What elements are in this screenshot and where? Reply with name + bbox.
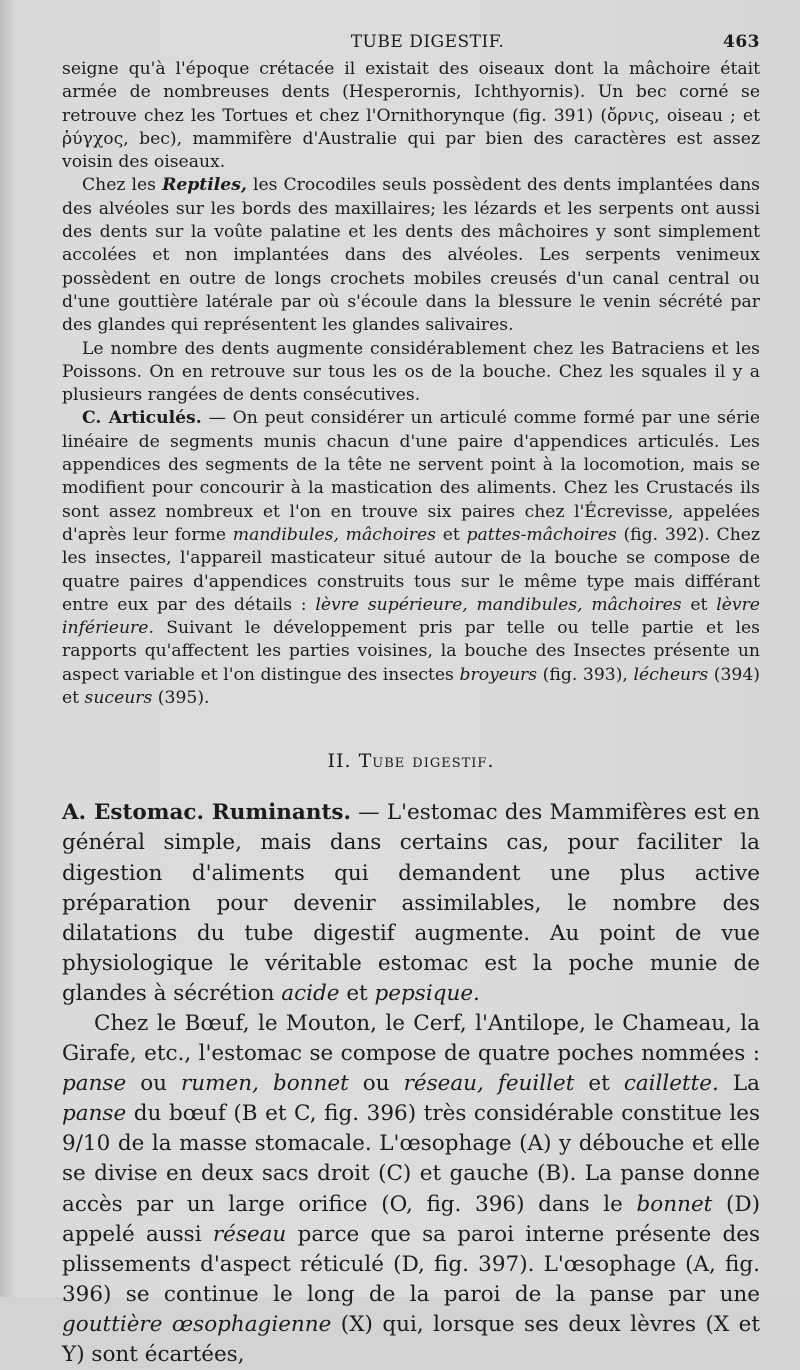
text-run: pattes-mâchoires (466, 524, 617, 545)
text-run: et (574, 1071, 624, 1097)
section-heading: II. Tube digestif. (327, 750, 495, 773)
text-run: (X) qui, lorsque ses deux lèvres (X et Y) sont écartées, (62, 1311, 760, 1367)
text-run: (fig. 393), (537, 664, 634, 685)
text-run: les Crocodiles seuls possèdent des dents implantées dans des alvéoles sur les bords des maxillaires; les lézards et les serpents ont aussi des dents sur la voûte palatine et les dents des mâchoires y sont simplement accolées et non implantées dans des alvéoles. Les serpents venimeux possèdent en outre de longs crochets mobiles creusés d'un canal central ou d'une gouttière latérale par où s'écoule dans la blessure le venin sécrété par des glandes qui représentent les glandes salivaires. (62, 175, 760, 336)
text-run: lécheurs (633, 664, 709, 685)
text-run: ou (348, 1071, 404, 1097)
text-run: parce que sa paroi interne présente des plissements d'aspect réticulé (D, fig. 397). L'œsophage (A, fig. 396) se continue le long de la paroi de la panse par une (62, 1221, 760, 1307)
page-header (62, 0, 760, 58)
text-run: lèvre supérieure, mandibules, mâchoires (315, 594, 682, 615)
text-run: broyeurs (459, 664, 538, 685)
text-run: et (339, 980, 375, 1006)
text-run: A. Estomac. Ruminants. (62, 800, 351, 826)
paragraph (62, 338, 760, 408)
running-title: TUBE DIGESTIF. (350, 32, 505, 52)
text-run: Le nombre des dents augmente considérablement chez les Batraciens et les Poissons. On en retrouve sur tous les os de la bouche. Chez les squales il y a plusieurs rangées de dents consécutives. (62, 338, 760, 406)
paragraph (62, 798, 760, 1009)
paragraph (62, 174, 760, 337)
text-run: pepsique. (374, 980, 480, 1006)
text-run: bonnet (636, 1191, 713, 1217)
section-body-large (62, 798, 760, 1370)
section-body-small (62, 58, 760, 710)
text-run: (394) et (62, 664, 761, 709)
page-number: 463 (723, 32, 760, 52)
text-run: Chez les (82, 175, 163, 196)
text-run: — L'estomac des Mammifères est en général simple, mais dans certains cas, pour faciliter la digestion d'aliments qui demandent une plus active préparation pour devenir assimilables, le nombre des dilatations du tube digestif augmente. Au point de vue physiologique le véritable estomac est la poche munie de glandes à sécrétion (62, 800, 761, 1006)
text-run: La (718, 1071, 760, 1097)
text-run: du bœuf (B et C, fig. 396) très considérable constitue les 9/10 de la masse stomacale. L'œsophage (A) y débouche et elle se divise en deux sacs droit (C) et gauche (B). La panse donne accès par un large orifice (O, fig. 396) dans le (62, 1101, 760, 1217)
text-run: mandibules, mâchoires (232, 524, 436, 545)
paragraph (62, 1009, 760, 1370)
text-run: (fig. 392). Chez les insectes, l'appareil masticateur situé autour de la bouche se compose de quatre paires d'appendices construits tous sur le même type mais différant entre eux par des détails : (62, 524, 760, 615)
text-run: caillette. (623, 1071, 719, 1097)
text-run: Chez le Bœuf, le Mouton, le Cerf, l'Antilope, le Chameau, la Girafe, etc., l'estomac se compose de quatre poches nommées : (62, 1010, 760, 1067)
text-run: et (681, 594, 717, 615)
text-run: C. Articulés. (82, 408, 202, 429)
text-run: réseau (212, 1221, 287, 1247)
paragraph (62, 58, 760, 174)
text-run: ou (126, 1071, 182, 1097)
text-run: rumen, bonnet (181, 1071, 349, 1097)
text-run: (395). (152, 688, 210, 709)
text-run: Reptiles, (162, 175, 247, 196)
text-run: gouttière œsophagienne (62, 1311, 332, 1337)
text-run: Suivant le développement pris par telle ou telle partie et les rapports qu'affectent les parties voisines, la bouche des Insectes présente un aspect variable et l'on distingue des insectes (62, 618, 760, 685)
text-run: et (435, 524, 467, 545)
text-run: réseau, feuillet (403, 1071, 575, 1097)
text-run: lèvre inférieure. (62, 594, 760, 639)
text-run: panse (62, 1071, 127, 1097)
text-run: (D) appelé aussi (62, 1191, 760, 1247)
text-run: acide (281, 980, 340, 1006)
paragraph (62, 407, 760, 710)
text-run: — On peut considérer un articulé comme formé par une série linéaire de segments munis chacun d'une paire d'appendices articulés. Les appendices des segments de la tête ne servent point à la locomotion, mais se modifient pour concourir à la mastication des aliments. Chez les Crustacés ils sont assez nombreux et l'on en trouve six paires chez l'Écrevisse, appelées d'après leur forme (62, 408, 760, 545)
text-run: panse (62, 1101, 127, 1127)
text-run: suceurs (84, 688, 153, 709)
text-run: seigne qu'à l'époque crétacée il existait des oiseaux dont la mâchoire était armée de nombreuses dents (Hesperornis, Ichthyornis). Un bec corné se retrouve chez les Tortues et chez l'Ornithorynque (fig. 391) (ὄρνις, oiseau ; et ῥύγχος, bec), mammifère d'Australie qui par bien des caractères est assez voisin des oiseaux. (62, 59, 760, 173)
